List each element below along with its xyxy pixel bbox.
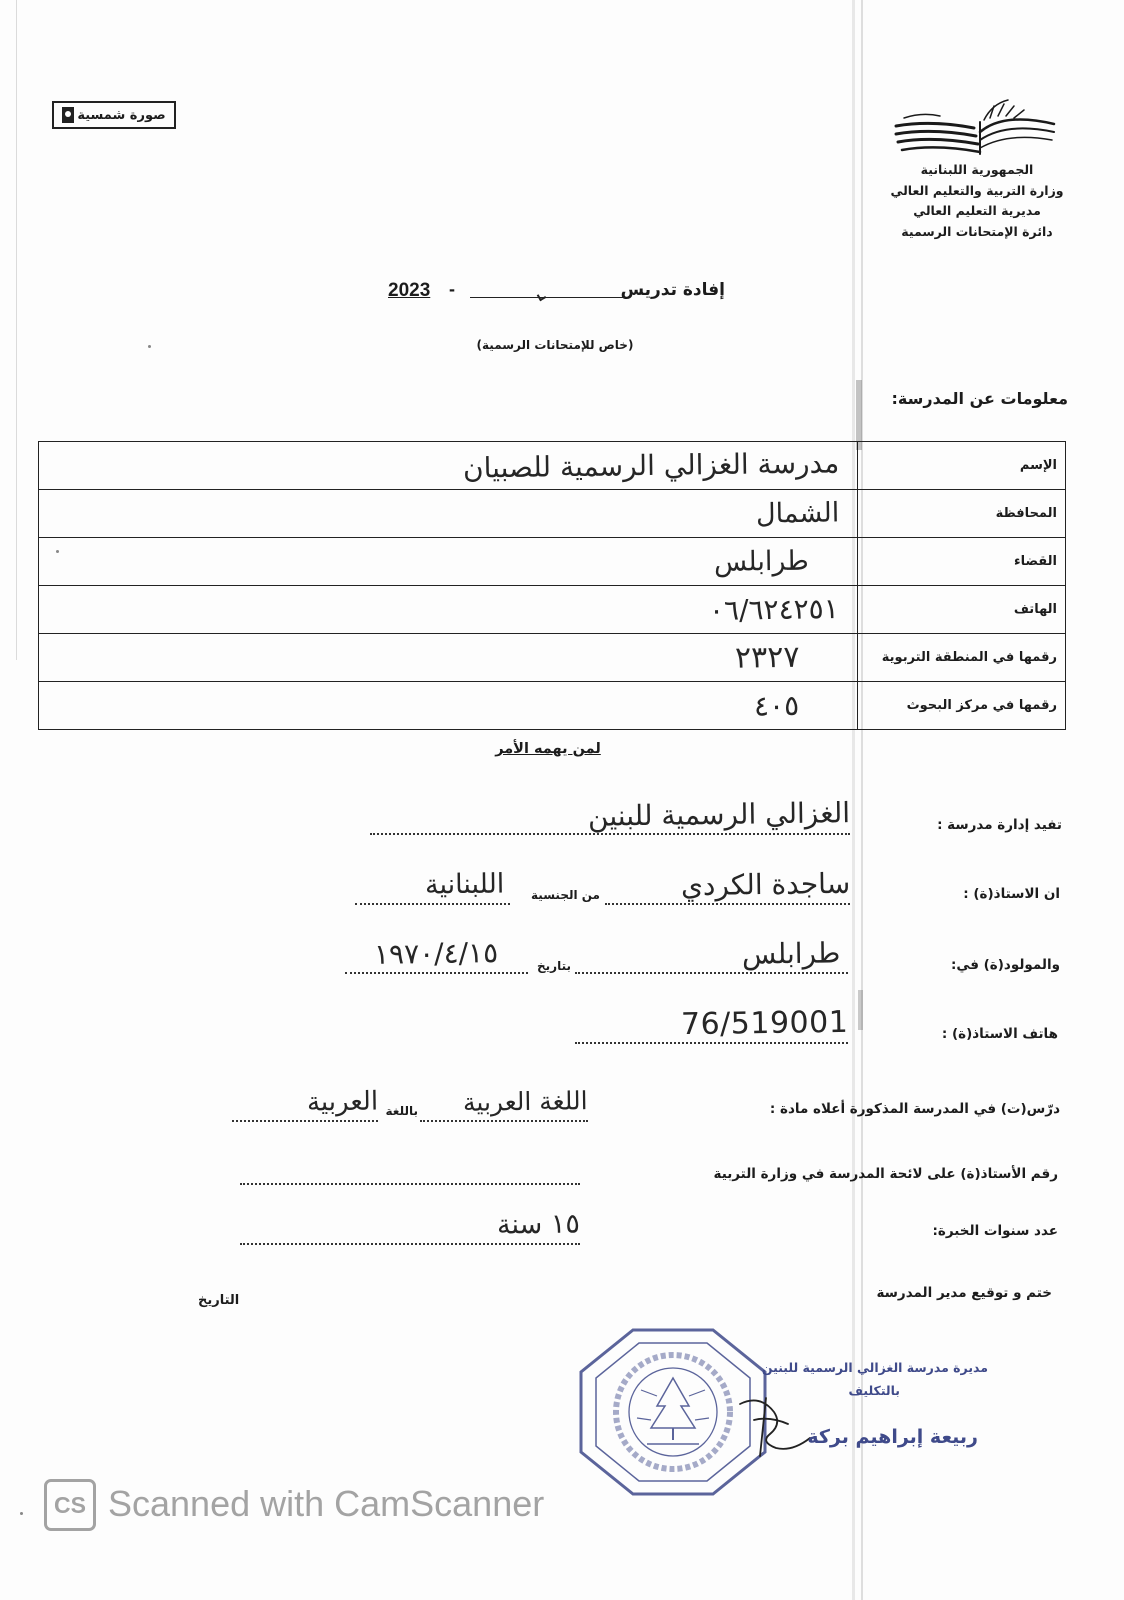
experience-label: عدد سنوات الخبرة: <box>932 1223 1058 1239</box>
subject-label: درّس(ت) في المدرسة المذكورة أعلاه مادة : <box>769 1101 1060 1117</box>
teacher-name-field <box>605 867 850 905</box>
table-row <box>39 586 1066 634</box>
photo-icon <box>62 107 74 123</box>
school-info-heading: معلومات عن المدرسة: <box>891 389 1068 408</box>
teaching-language-value: العربية <box>306 1086 379 1118</box>
stamp-title: مديرة مدرسة الغزالي الرسمية للبنين <box>761 1360 988 1375</box>
photo-placeholder-box <box>52 101 176 129</box>
row-label: القضاء <box>858 538 1066 586</box>
row-label: رقمها في مركز البحوث <box>858 682 1066 730</box>
ministry-logo-icon <box>892 92 1058 162</box>
birthdate-field <box>345 936 528 974</box>
subject-field <box>420 1084 588 1122</box>
research-center-number-value: ٤٠٥ <box>753 688 800 723</box>
table-row <box>39 442 1066 490</box>
nationality-label: من الجنسية <box>531 888 600 902</box>
date-label: التاريخ <box>198 1293 240 1308</box>
school-admin-field <box>370 797 850 835</box>
document-title: إفادة تدريس <box>620 280 725 300</box>
header-line-ministry: وزارة التربية والتعليم العالي <box>890 182 1064 198</box>
row-value <box>39 538 858 586</box>
paper-edge <box>16 0 17 660</box>
birthplace-field <box>575 936 848 974</box>
title-separator: - <box>449 279 455 299</box>
school-admin-label: تفيد إدارة مدرسة : <box>937 817 1062 833</box>
row-label: الهاتف <box>858 586 1066 634</box>
subject-value: اللغة العربية <box>463 1086 589 1117</box>
ministry-number-field <box>240 1147 580 1185</box>
governorate-value: الشمال <box>755 497 840 530</box>
scan-speck <box>148 345 151 348</box>
table-row <box>39 682 1066 730</box>
title-blank-line <box>470 297 625 298</box>
header-line-republic: الجمهورية اللبنانية <box>920 162 1034 177</box>
row-value <box>39 634 858 682</box>
nationality-field <box>355 867 510 905</box>
stamp-principal-name: ربيعة إبراهيم بركة <box>807 1426 978 1448</box>
camscanner-logo-icon: CS <box>44 1479 96 1531</box>
ministry-number-label: رقم الأستاذ(ة) على لائحة المدرسة في وزارة التربية <box>713 1166 1058 1182</box>
row-value <box>39 682 858 730</box>
teaching-language-label: باللغة <box>385 1104 418 1118</box>
row-label: الإسم <box>858 442 1066 490</box>
title-blank-mark <box>537 292 547 302</box>
table-row <box>39 490 1066 538</box>
row-label: المحافظة <box>858 490 1066 538</box>
experience-value: ١٥ سنة <box>496 1208 581 1241</box>
experience-field <box>240 1207 580 1245</box>
teaching-language-field <box>232 1084 378 1122</box>
scan-speck <box>20 1512 23 1515</box>
teacher-phone-label: هاتف الاستاذ(ة) : <box>941 1026 1058 1042</box>
row-value <box>39 490 858 538</box>
table-row <box>39 538 1066 586</box>
header-line-department: دائرة الإمتحانات الرسمية <box>901 223 1053 239</box>
teacher-name-value: ساجدة الكردي <box>680 866 851 903</box>
teacher-label: ان الاستاذ(ة) : <box>963 886 1060 902</box>
row-value <box>39 442 858 490</box>
birthplace-value: طرابلس <box>741 936 841 971</box>
district-value: طرابلس <box>714 545 810 578</box>
camscanner-watermark: Scanned with CamScanner <box>108 1483 545 1524</box>
salutation: لمن يهمه الأمر <box>495 741 601 757</box>
teacher-phone-field <box>575 1006 848 1044</box>
photo-box-label: صورة شمسية <box>77 107 166 123</box>
school-admin-value: الغزالي الرسمية للبنين <box>587 796 851 833</box>
table-row <box>39 634 1066 682</box>
document-subtitle: (خاص للإمتحانات الرسمية) <box>476 338 634 352</box>
birthdate-label: بتاريخ <box>537 959 571 973</box>
educational-zone-number-value: ٢٣٢٧ <box>734 639 800 676</box>
birthdate-value: ١٩٧٠/٤/١٥ <box>374 936 499 971</box>
ministry-header <box>884 160 1070 242</box>
stamp-assignment: بالتكليف <box>848 1383 900 1398</box>
scan-streak <box>856 380 862 450</box>
teacher-phone-value: 76/519001 <box>680 1004 849 1043</box>
school-name-value: مدرسة الغزالي الرسمية للصبيان <box>462 446 840 485</box>
school-info-table <box>38 441 1066 730</box>
row-value <box>39 586 858 634</box>
school-phone-value: ٠٦/٦٢٤٢٥١ <box>709 592 840 627</box>
row-label: رقمها في المنطقة التربوية <box>858 634 1066 682</box>
principal-signature-label: ختم و توقيع مدير المدرسة <box>876 1285 1052 1301</box>
title-year: 2023 <box>388 280 431 301</box>
scan-streak <box>858 990 863 1030</box>
nationality-value: اللبنانية <box>424 868 505 901</box>
birthplace-label: والمولود(ة) في: <box>951 957 1060 973</box>
header-line-directorate: مديرية التعليم العالي <box>913 203 1041 218</box>
